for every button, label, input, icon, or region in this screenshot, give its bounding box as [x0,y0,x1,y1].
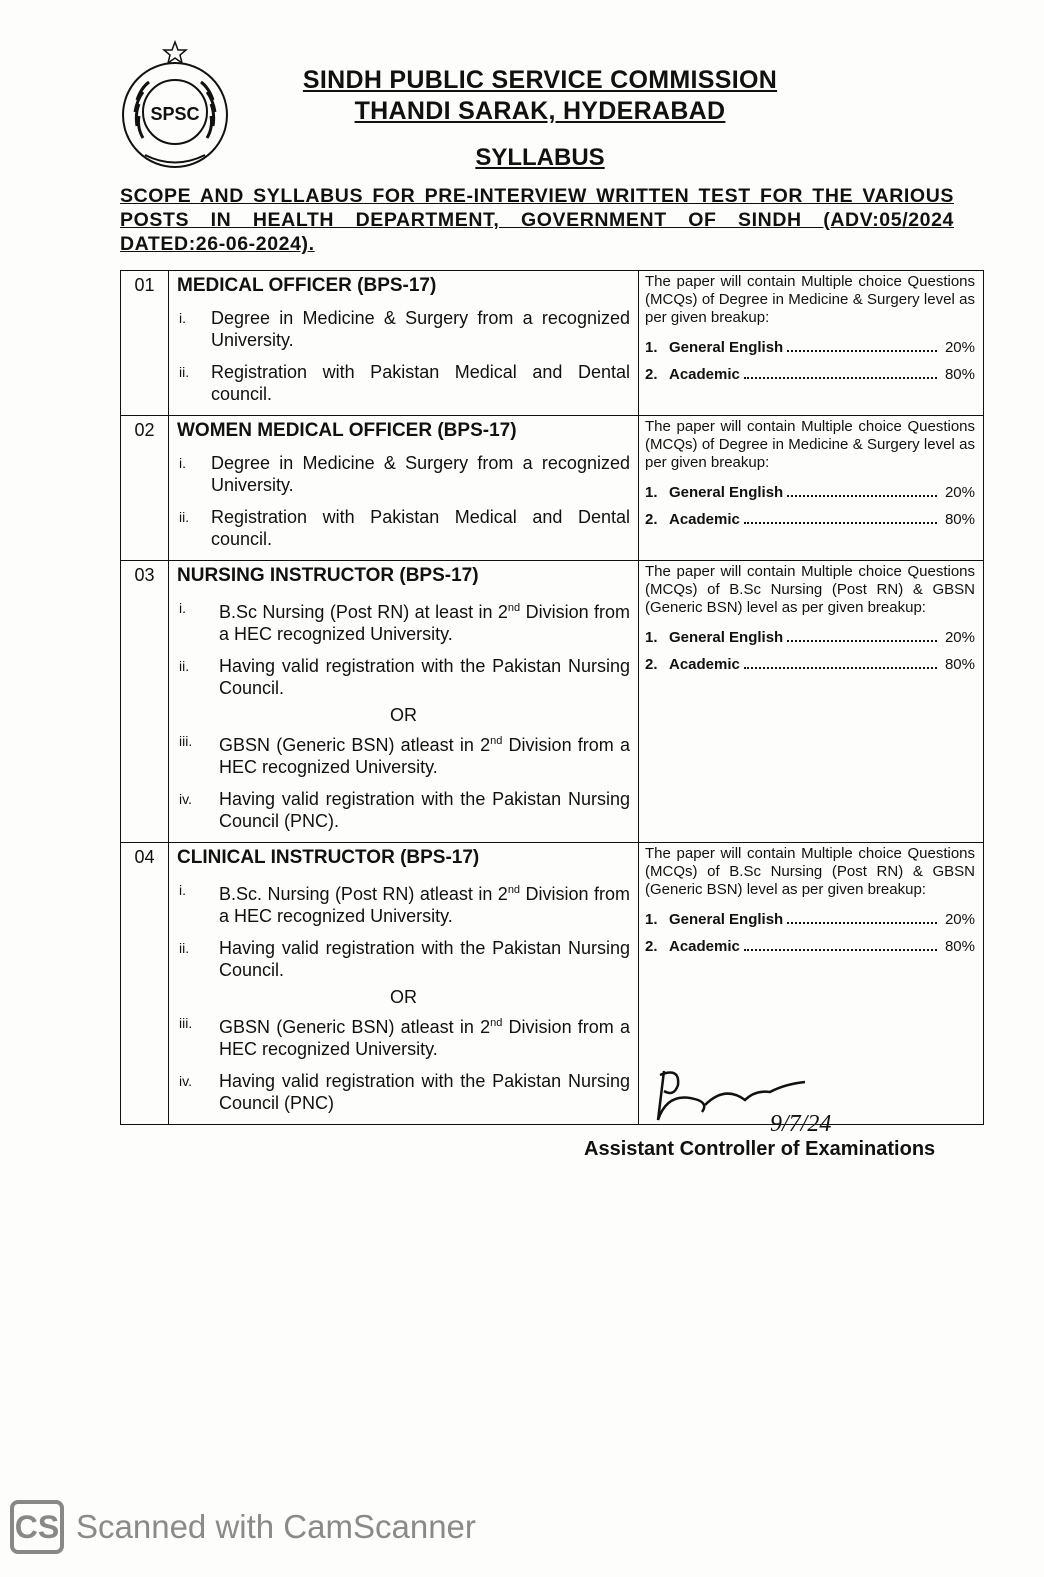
table-row [121,561,984,843]
or-separator: OR [390,987,417,1007]
breakup-item: 1. General English 20% [645,629,975,646]
post-title: CLINICAL INSTRUCTOR (BPS-17) [177,847,480,868]
page-title: SYLLABUS [475,144,605,171]
breakup-item: 1. General English 20% [645,339,975,356]
paper-breakup [639,271,984,416]
requirement-item: ii. Registration with Pakistan Medical and Dental council. [179,507,630,549]
spsc-emblem-icon [115,40,235,170]
paper-breakup [639,416,984,561]
post-requirements [169,416,639,561]
post-title: WOMEN MEDICAL OFFICER (BPS-17) [177,420,517,441]
scope-heading: SCOPE AND SYLLABUS FOR PRE-INTERVIEW WRITTEN TEST FOR THE VARIOUS POSTS IN HEALTH DEPARTMENT, GOVERNMENT OF SINDH (ADV:05/2024 DATED:26-06-2024). [120,185,954,255]
post-requirements [169,271,639,416]
requirement-item: ii. Registration with Pakistan Medical and Dental council. [179,362,630,404]
post-title: MEDICAL OFFICER (BPS-17) [177,275,437,296]
post-requirements [169,843,639,1125]
breakup-item: 1. General English 20% [645,911,975,928]
row-number: 01 [121,271,169,416]
post-title: NURSING INSTRUCTOR (BPS-17) [177,565,479,586]
watermark-text: Scanned with CamScanner [76,1508,476,1545]
paper-description: The paper will contain Multiple choice Questions (MCQs) of B.Sc Nursing (Post RN) & GBSN (Generic BSN) level as per given breakup: [645,845,975,898]
paper-breakup [639,561,984,843]
requirement-item: i. B.Sc. Nursing (Post RN) atleast in 2nd Division from a HEC recognized University. [179,882,630,926]
syllabus-table [120,270,984,1125]
camscanner-watermark [10,1500,476,1554]
row-number: 02 [121,416,169,561]
requirement-item: iii. GBSN (Generic BSN) atleast in 2nd Division from a HEC recognized University. [179,1015,630,1059]
signatory-title: Assistant Controller of Examinations [584,1138,936,1160]
breakup-item: 2. Academic 80% [645,511,975,528]
table-row [121,843,984,1125]
breakup-item: 2. Academic 80% [645,656,975,673]
camscanner-logo-icon: CS [10,1500,64,1554]
paper-description: The paper will contain Multiple choice Questions (MCQs) of B.Sc Nursing (Post RN) & GBSN (Generic BSN) level as per given breakup: [645,563,975,616]
requirement-item: ii. Having valid registration with the Pakistan Nursing Council. [179,938,630,980]
svg-text:SPSC: SPSC [150,104,200,124]
or-separator: OR [390,705,417,725]
requirement-item: i. Degree in Medicine & Surgery from a recognized University. [179,453,630,495]
requirement-item: iv. Having valid registration with the Pakistan Nursing Council (PNC) [179,1071,630,1113]
handwritten-signature [650,1065,850,1145]
requirement-item: iv. Having valid registration with the Pakistan Nursing Council (PNC). [179,789,630,831]
requirement-item: i. Degree in Medicine & Surgery from a recognized University. [179,308,630,350]
table-row [121,416,984,561]
org-name: SINDH PUBLIC SERVICE COMMISSION [302,66,778,94]
requirement-item: i. B.Sc Nursing (Post RN) at least in 2nd Division from a HEC recognized University. [179,600,630,644]
requirement-item: ii. Having valid registration with the Pakistan Nursing Council. [179,656,630,698]
row-number: 04 [121,843,169,1125]
breakup-item: 1. General English 20% [645,484,975,501]
requirement-item: iii. GBSN (Generic BSN) atleast in 2nd Division from a HEC recognized University. [179,733,630,777]
row-number: 03 [121,561,169,843]
table-row [121,271,984,416]
org-address: THANDI SARAK, HYDERABAD [354,97,726,125]
svg-text:9/7/24: 9/7/24 [770,1111,832,1137]
breakup-item: 2. Academic 80% [645,938,975,955]
post-requirements [169,561,639,843]
paper-description: The paper will contain Multiple choice Questions (MCQs) of Degree in Medicine & Surgery level as per given breakup: [645,418,975,471]
paper-description: The paper will contain Multiple choice Questions (MCQs) of Degree in Medicine & Surgery level as per given breakup: [645,273,975,326]
breakup-item: 2. Academic 80% [645,366,975,383]
